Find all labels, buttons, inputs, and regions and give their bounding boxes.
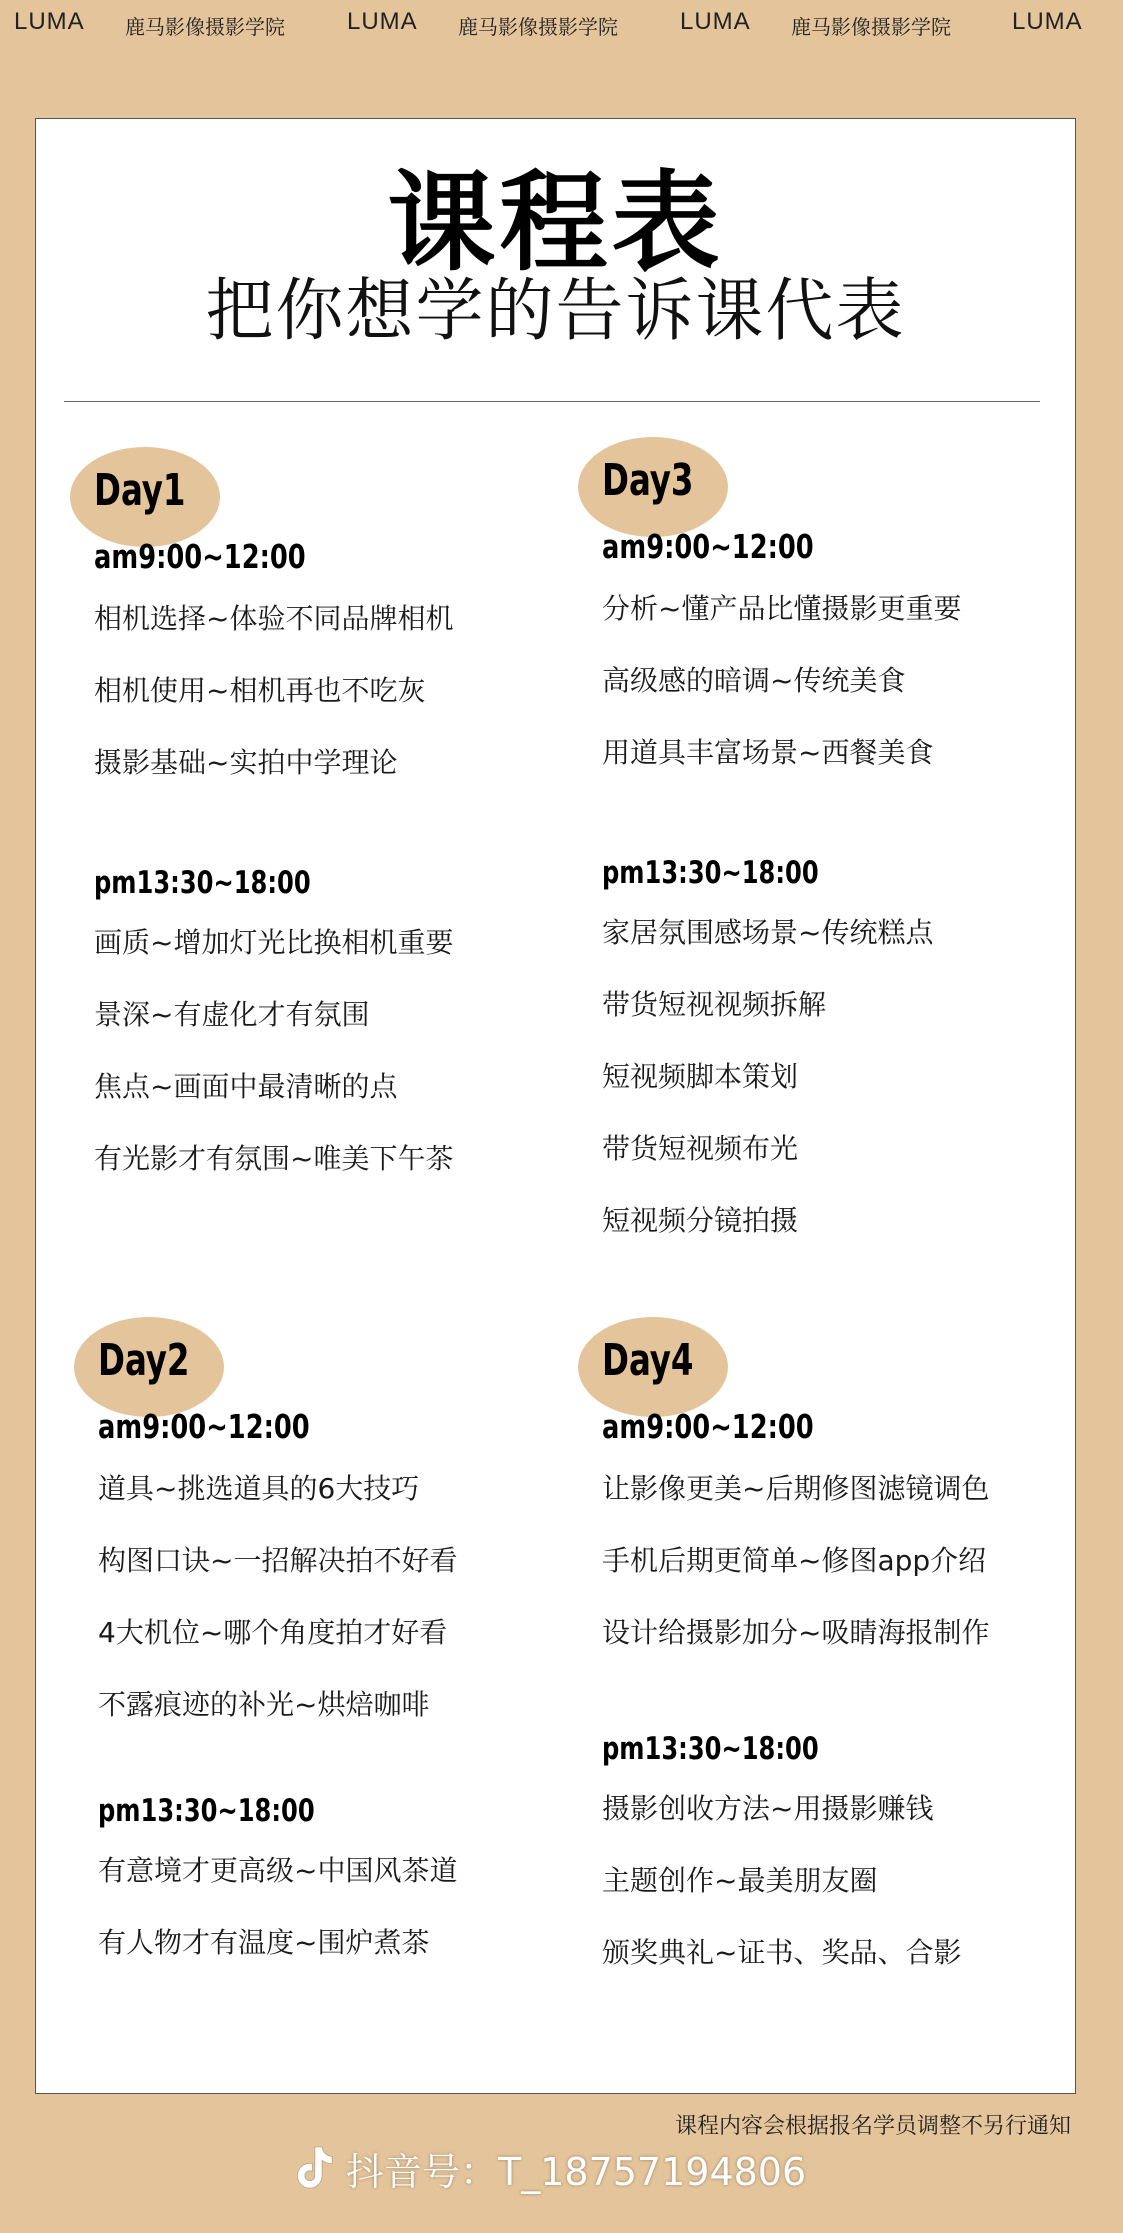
schedule-card <box>35 118 1076 2094</box>
course-item: 画质~增加灯光比换相机重要 <box>94 926 454 959</box>
footnote: 课程内容会根据报名学员调整不另行通知 <box>674 2114 1071 2139</box>
slot-time-pm: pm13:30~18:00 <box>94 865 311 901</box>
course-item: 焦点~画面中最清晰的点 <box>94 1070 398 1103</box>
day-label: Day4 <box>602 1335 694 1386</box>
day-label: Day2 <box>98 1335 190 1386</box>
brand-strip <box>0 0 1123 44</box>
course-item: 有光影才有氛围~唯美下午茶 <box>94 1142 454 1175</box>
course-item: 家居氛围感场景~传统糕点 <box>602 916 934 949</box>
douyin-watermark <box>290 2138 806 2198</box>
page-subtitle: 把你想学的告诉课代表 <box>205 272 906 351</box>
course-item: 短视频分镜拍摄 <box>602 1204 799 1237</box>
course-item: 4大机位~哪个角度拍才好看 <box>98 1616 448 1649</box>
slot-time-am: am9:00~12:00 <box>94 537 306 576</box>
brand-school-name: 鹿马影像摄影学院 <box>791 17 951 39</box>
course-item: 带货短视视频拆解 <box>602 988 827 1021</box>
course-item: 用道具丰富场景~西餐美食 <box>602 736 934 769</box>
brand-school-name: 鹿马影像摄影学院 <box>458 17 618 39</box>
course-item: 景深~有虚化才有氛围 <box>94 998 370 1031</box>
page-title: 课程表 <box>387 161 724 286</box>
course-item: 颁奖典礼~证书、奖品、合影 <box>602 1936 962 1969</box>
brand-logo-text: LUMA <box>347 8 418 35</box>
course-item: 摄影创收方法~用摄影赚钱 <box>602 1792 934 1825</box>
course-item: 相机使用~相机再也不吃灰 <box>94 674 426 707</box>
course-item: 分析~懂产品比懂摄影更重要 <box>602 592 962 625</box>
slot-time-am: am9:00~12:00 <box>98 1407 310 1446</box>
course-item: 道具~挑选道具的6大技巧 <box>98 1472 420 1505</box>
day-label: Day1 <box>94 465 186 516</box>
course-item: 相机选择~体验不同品牌相机 <box>94 602 454 635</box>
course-item: 有意境才更高级~中国风茶道 <box>98 1854 458 1887</box>
brand-logo-text: LUMA <box>1012 8 1083 35</box>
course-item: 有人物才有温度~围炉煮茶 <box>98 1926 430 1959</box>
course-item: 不露痕迹的补光~烘焙咖啡 <box>98 1688 430 1721</box>
day-label: Day3 <box>602 455 694 506</box>
course-item: 让影像更美~后期修图滤镜调色 <box>602 1472 990 1505</box>
course-item: 构图口诀~一招解决拍不好看 <box>98 1544 458 1577</box>
course-item: 设计给摄影加分~吸睛海报制作 <box>602 1616 990 1649</box>
tiktok-icon <box>290 2143 334 2193</box>
brand-school-name: 鹿马影像摄影学院 <box>125 17 285 39</box>
title-divider <box>64 401 1040 402</box>
douyin-id-text: 抖音号：T_18757194806 <box>346 2149 807 2194</box>
course-item: 短视频脚本策划 <box>602 1060 799 1093</box>
brand-logo-text: LUMA <box>680 8 751 35</box>
course-item: 手机后期更简单~修图app介绍 <box>602 1544 987 1577</box>
course-item: 带货短视频布光 <box>602 1132 799 1165</box>
slot-time-am: am9:00~12:00 <box>602 1407 814 1446</box>
slot-time-am: am9:00~12:00 <box>602 527 814 566</box>
slot-time-pm: pm13:30~18:00 <box>602 1731 819 1767</box>
slot-time-pm: pm13:30~18:00 <box>98 1793 315 1829</box>
slot-time-pm: pm13:30~18:00 <box>602 855 819 891</box>
course-item: 摄影基础~实拍中学理论 <box>94 746 398 779</box>
course-item: 高级感的暗调~传统美食 <box>602 664 906 697</box>
course-item: 主题创作~最美朋友圈 <box>602 1864 878 1897</box>
brand-logo-text: LUMA <box>14 8 85 35</box>
